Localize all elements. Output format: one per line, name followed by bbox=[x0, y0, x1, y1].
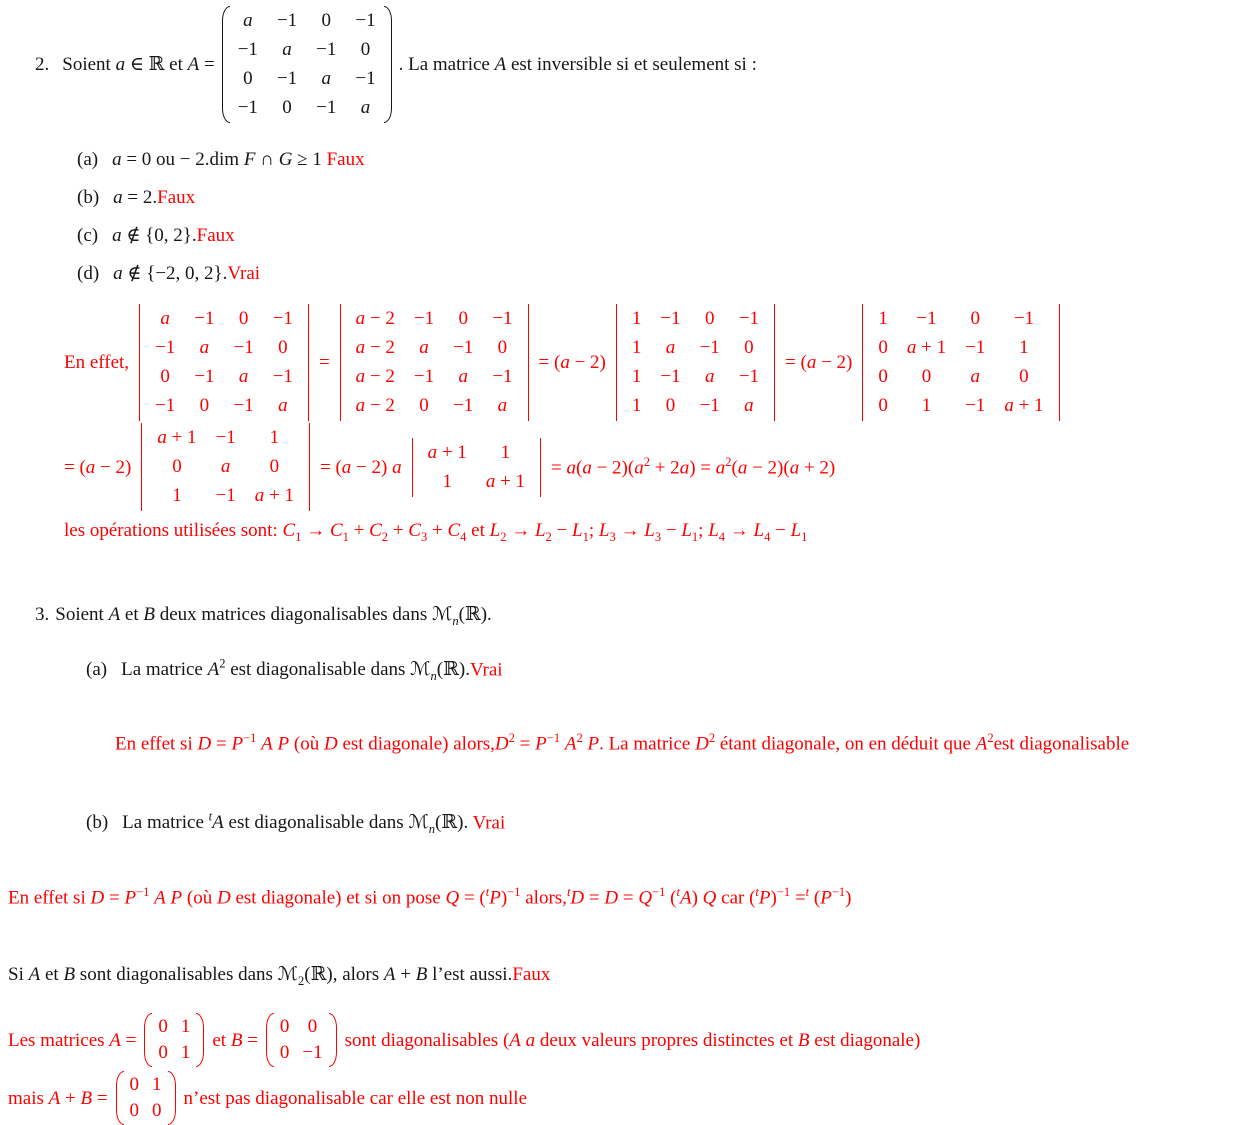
matrix-cell: −1 bbox=[194, 366, 215, 388]
matrix-cell: a bbox=[243, 10, 253, 31]
det-bar bbox=[533, 438, 541, 497]
left-paren bbox=[266, 1013, 274, 1067]
option-b-text: a = 2. bbox=[113, 187, 158, 209]
matrix-cell: 0 bbox=[279, 1042, 290, 1064]
determinant-4-entries bbox=[870, 304, 1051, 421]
matrix-counterexample-B bbox=[266, 1013, 337, 1067]
item-b-verdict: Vrai bbox=[472, 812, 506, 834]
matrix-cell: 0 bbox=[172, 456, 182, 478]
matrix-cell: 0 bbox=[921, 366, 932, 388]
matrix-cell: −1 bbox=[233, 395, 254, 417]
counterexample-line-1 bbox=[8, 1013, 1239, 1067]
determinant-2-entries bbox=[348, 304, 521, 421]
matrix-cell: −1 bbox=[492, 308, 513, 330]
matrix-cell: 0 bbox=[878, 366, 888, 388]
counterexample-et-B: et B = bbox=[212, 1029, 258, 1051]
determinant-3-entries bbox=[624, 304, 767, 421]
right-paren bbox=[168, 1071, 176, 1125]
matrix-cell: a bbox=[199, 337, 210, 359]
matrix-cell: a − 2 bbox=[355, 337, 395, 359]
matrix-cell: 1 bbox=[152, 1074, 162, 1096]
counterexample-remark: sont diagonalisables (A a deux valeurs propres distinctes et B est diagonale) bbox=[344, 1029, 921, 1051]
matrix-cell: 1 bbox=[180, 1042, 191, 1064]
matrix-cell: 0 bbox=[158, 1042, 168, 1064]
matrix-cell: −1 bbox=[194, 308, 215, 330]
left-paren bbox=[116, 1071, 124, 1125]
matrix-cell: −1 bbox=[413, 308, 435, 330]
determinant-3 bbox=[616, 304, 775, 421]
matrix-cell: −1 bbox=[155, 395, 176, 417]
matrix-cell: 0 bbox=[129, 1100, 140, 1122]
option-b-verdict: Faux bbox=[157, 187, 196, 209]
right-paren bbox=[329, 1013, 337, 1067]
matrix-cell: 0 bbox=[152, 1100, 162, 1122]
determinant-4 bbox=[862, 304, 1059, 421]
item-b-label: (b) bbox=[86, 812, 109, 834]
matrix-cell: −1 bbox=[453, 395, 474, 417]
question-3-number: 3. bbox=[35, 603, 50, 625]
option-b bbox=[77, 185, 1239, 210]
matrix-cell: −1 bbox=[276, 68, 298, 89]
matrix-cell: 0 bbox=[419, 395, 429, 417]
matrix-cell: 0 bbox=[269, 456, 280, 478]
matrix-cell: −1 bbox=[965, 337, 986, 359]
determinant-5 bbox=[141, 423, 310, 511]
matrix-cell: 0 bbox=[878, 337, 888, 359]
det-bar bbox=[139, 304, 147, 421]
matrix-cell: −1 bbox=[316, 39, 337, 60]
option-c-verdict: Faux bbox=[196, 225, 235, 247]
matrix-cell: −1 bbox=[492, 366, 513, 388]
option-d-verdict: Vrai bbox=[227, 263, 261, 285]
matrix-cell: 0 bbox=[744, 337, 754, 359]
matrix-cell: −1 bbox=[699, 395, 720, 417]
option-c bbox=[77, 223, 1239, 248]
question-3-item-b bbox=[86, 809, 1239, 838]
matrix-cell: a bbox=[970, 366, 980, 388]
matrix-cell: 1 bbox=[631, 395, 642, 417]
matrix-cell: a bbox=[160, 308, 170, 330]
matrix-A-plus-B-entries bbox=[124, 1071, 168, 1125]
matrix-cell: 0 bbox=[278, 337, 288, 359]
option-a bbox=[77, 147, 1239, 172]
matrix-cell: 0 bbox=[497, 337, 508, 359]
matrix-cell: 1 bbox=[269, 427, 280, 449]
matrix-cell: −1 bbox=[237, 97, 258, 118]
determinant-1-entries bbox=[147, 304, 301, 421]
left-paren bbox=[144, 1013, 152, 1067]
option-d bbox=[77, 261, 1239, 286]
counterexample-conclusion: n’est pas diagonalisable car elle est non nulle bbox=[183, 1087, 528, 1109]
matrix-counterexample-A-entries bbox=[152, 1013, 196, 1067]
matrix-cell: 0 bbox=[321, 10, 332, 31]
matrix-cell: a bbox=[321, 68, 332, 89]
matrix-cell: −1 bbox=[699, 337, 720, 359]
matrix-cell: 0 bbox=[158, 1016, 168, 1038]
factor-a-minus-2-a: = (a − 2) a bbox=[320, 456, 402, 478]
option-d-label: (d) bbox=[77, 263, 100, 285]
matrix-cell: −1 bbox=[660, 366, 681, 388]
matrix-cell: a bbox=[665, 337, 676, 359]
counterexample-line-2 bbox=[8, 1071, 1239, 1125]
question-2-options bbox=[77, 147, 1239, 286]
proof-intro: En effet, bbox=[64, 352, 130, 374]
factor-a-minus-2: = (a − 2) bbox=[785, 352, 853, 374]
matrix-cell: 0 bbox=[458, 308, 468, 330]
matrix-cell: 0 bbox=[704, 308, 715, 330]
det-bar bbox=[340, 304, 348, 421]
proof-line-1 bbox=[64, 304, 1239, 421]
matrix-cell: 0 bbox=[878, 395, 888, 417]
option-c-label: (c) bbox=[77, 225, 99, 247]
matrix-cell: 1 bbox=[631, 337, 642, 359]
matrix-cell: 0 bbox=[160, 366, 170, 388]
question-3-statement bbox=[35, 602, 1239, 629]
matrix-cell: −1 bbox=[155, 337, 176, 359]
matrix-cell: a − 2 bbox=[355, 308, 395, 330]
matrix-cell: −1 bbox=[965, 395, 986, 417]
matrix-cell: −1 bbox=[215, 485, 236, 507]
option-c-text: a ∉ {0, 2}. bbox=[112, 225, 197, 247]
matrix-cell: a bbox=[282, 39, 292, 60]
proof-operations: les opérations utilisées sont: $C_1 \to C_1 + C_2 + C_3 + C_4$ et $L_2 \to L_2 - L_1$; $L_3 \to L_3 - L_1$; $L_4 \to L_4 - L_1$ bbox=[64, 520, 808, 545]
matrix-counterexample-A bbox=[144, 1013, 204, 1067]
matrix-cell: a bbox=[497, 395, 508, 417]
question-3-item-a bbox=[86, 656, 1239, 685]
matrix-cell: 1 bbox=[631, 308, 642, 330]
proof-result: = $a(a - 2)(a^2 + 2a) = a^2(a - 2)(a + 2)$ bbox=[551, 455, 836, 479]
matrix-cell: −1 bbox=[453, 337, 474, 359]
matrix-cell: −1 bbox=[237, 39, 258, 60]
matrix-cell: 0 bbox=[307, 1016, 318, 1038]
matrix-cell: −1 bbox=[916, 308, 937, 330]
right-paren bbox=[196, 1013, 204, 1067]
question-3 bbox=[0, 602, 1239, 1125]
matrix-cell: a bbox=[744, 395, 754, 417]
proof-line-2 bbox=[64, 423, 1239, 511]
left-paren bbox=[222, 6, 230, 123]
matrix-cell: a bbox=[704, 366, 715, 388]
matrix-cell: 1 bbox=[921, 395, 932, 417]
matrix-cell: 0 bbox=[1019, 366, 1029, 388]
det-bar bbox=[521, 304, 529, 421]
det-bar bbox=[301, 304, 309, 421]
matrix-cell: 1 bbox=[1019, 337, 1029, 359]
sum-statement bbox=[8, 962, 1239, 989]
right-paren bbox=[384, 6, 392, 123]
matrix-cell: a − 2 bbox=[355, 366, 395, 388]
determinant-6 bbox=[412, 438, 541, 497]
matrix-cell: −1 bbox=[215, 427, 236, 449]
matrix-cell: a + 1 bbox=[1004, 395, 1044, 417]
matrix-cell: −1 bbox=[316, 97, 337, 118]
question-2 bbox=[0, 6, 1239, 546]
question-3-intro: Soient A et B deux matrices diagonalisables dans ℳ$_n$(ℝ). bbox=[55, 603, 492, 628]
matrix-cell: 1 bbox=[878, 308, 888, 330]
matrix-counterexample-B-entries bbox=[274, 1013, 329, 1067]
matrix-cell: a bbox=[360, 97, 371, 118]
det-bar bbox=[141, 423, 149, 511]
matrix-cell: −1 bbox=[355, 68, 376, 89]
item-b-text: La matrice $^t$A est diagonalisable dans ℳ$_n$(ℝ). bbox=[122, 810, 473, 837]
option-a-text: a = 0 ou − 2.dim F ∩ G ≥ 1 bbox=[112, 149, 327, 170]
matrix-cell: a bbox=[419, 337, 429, 359]
matrix-cell: a bbox=[278, 395, 288, 417]
determinant-6-entries bbox=[420, 438, 533, 497]
determinant-1 bbox=[139, 304, 309, 421]
matrix-cell: 0 bbox=[199, 395, 210, 417]
counterexample-intro: Les matrices A = bbox=[8, 1029, 137, 1051]
item-a-label: (a) bbox=[86, 659, 108, 681]
counterexample-sum-intro: mais A + B = bbox=[8, 1087, 108, 1109]
matrix-A-entries bbox=[230, 6, 384, 123]
question-2-intro: Soient a ∈ ℝ et A = bbox=[62, 53, 215, 75]
det-bar bbox=[616, 304, 624, 421]
matrix-cell: 0 bbox=[238, 308, 249, 330]
matrix-cell: 0 bbox=[360, 39, 371, 60]
matrix-cell: 0 bbox=[129, 1074, 140, 1096]
matrix-cell: −1 bbox=[660, 308, 681, 330]
matrix-cell: −1 bbox=[738, 366, 760, 388]
matrix-cell: −1 bbox=[1013, 308, 1035, 330]
det-bar bbox=[767, 304, 775, 421]
det-bar bbox=[862, 304, 870, 421]
det-bar bbox=[1052, 304, 1060, 421]
determinant-2 bbox=[340, 304, 529, 421]
matrix-cell: a bbox=[458, 366, 468, 388]
item-a-verdict: Vrai bbox=[469, 659, 503, 681]
matrix-cell: 0 bbox=[970, 308, 980, 330]
factor-a-minus-2: = (a − 2) bbox=[538, 352, 606, 374]
item-b-explanation: En effet si $D = P^{-1}$ A P (où D est diagonale) et si on pose $Q = (^tP)^{-1}$ alors,$^t$D = $D = Q^{-1}$ ($^t$A) Q car $(^tP)^{-1} =^t$ $(P^{-1})$ bbox=[8, 884, 852, 908]
option-d-text: a ∉ {−2, 0, 2}. bbox=[113, 263, 228, 285]
matrix-A bbox=[222, 6, 392, 123]
matrix-cell: 1 bbox=[172, 485, 182, 507]
matrix-A-plus-B bbox=[116, 1071, 176, 1125]
matrix-cell: −1 bbox=[233, 337, 254, 359]
matrix-cell: −1 bbox=[302, 1042, 323, 1064]
question-2-statement bbox=[35, 6, 1239, 123]
determinant-5-entries bbox=[149, 423, 302, 511]
question-2-number: 2. bbox=[35, 53, 50, 75]
matrix-cell: 1 bbox=[631, 366, 642, 388]
factor-a-minus-2: = (a − 2) bbox=[64, 456, 132, 478]
det-bar bbox=[412, 438, 420, 497]
matrix-cell: −1 bbox=[738, 308, 760, 330]
matrix-cell: 0 bbox=[243, 68, 253, 89]
det-bar bbox=[302, 423, 310, 511]
matrix-cell: a + 1 bbox=[427, 441, 467, 463]
matrix-cell: a bbox=[220, 456, 231, 478]
sum-statement-text: Si A et B sont diagonalisables dans ℳ$_2$(ℝ), alors A + B l’est aussi. bbox=[8, 964, 513, 988]
matrix-cell: 0 bbox=[282, 97, 292, 118]
sum-statement-verdict: Faux bbox=[512, 964, 551, 986]
matrix-cell: −1 bbox=[413, 366, 435, 388]
option-a-label: (a) bbox=[77, 149, 99, 170]
matrix-cell: 0 bbox=[279, 1016, 290, 1038]
option-b-label: (b) bbox=[77, 187, 100, 209]
matrix-cell: −1 bbox=[355, 10, 376, 31]
option-a-verdict: Faux bbox=[326, 149, 365, 170]
matrix-cell: 1 bbox=[442, 470, 452, 492]
item-a-explanation: En effet si $D = P^{-1}$ A P (où D est diagonale) $alors,D^2 = P^{-1}$ $A^2$ P. La matrice $D^2$ étant diagonale, on en déduit que $A^2est$ diagonalisable bbox=[115, 730, 1130, 754]
matrix-cell: −1 bbox=[276, 10, 298, 31]
equals-sign: = bbox=[318, 352, 330, 374]
matrix-cell: a + 1 bbox=[157, 427, 197, 449]
matrix-cell: a + 1 bbox=[485, 470, 526, 492]
matrix-cell: a + 1 bbox=[906, 337, 947, 359]
question-2-outro: . La matrice A est inversible si et seulement si : bbox=[398, 53, 757, 75]
item-a-text: La matrice $A^2$ est diagonalisable dans ℳ$_n$(ℝ). bbox=[121, 657, 470, 684]
matrix-cell: a + 1 bbox=[254, 485, 294, 507]
matrix-cell: 1 bbox=[500, 441, 511, 463]
determinant-proof bbox=[64, 304, 1239, 545]
matrix-cell: a bbox=[238, 366, 249, 388]
matrix-cell: 0 bbox=[665, 395, 676, 417]
matrix-cell: −1 bbox=[272, 366, 293, 388]
matrix-cell: 1 bbox=[180, 1016, 191, 1038]
matrix-cell: −1 bbox=[272, 308, 293, 330]
matrix-cell: a − 2 bbox=[355, 395, 395, 417]
